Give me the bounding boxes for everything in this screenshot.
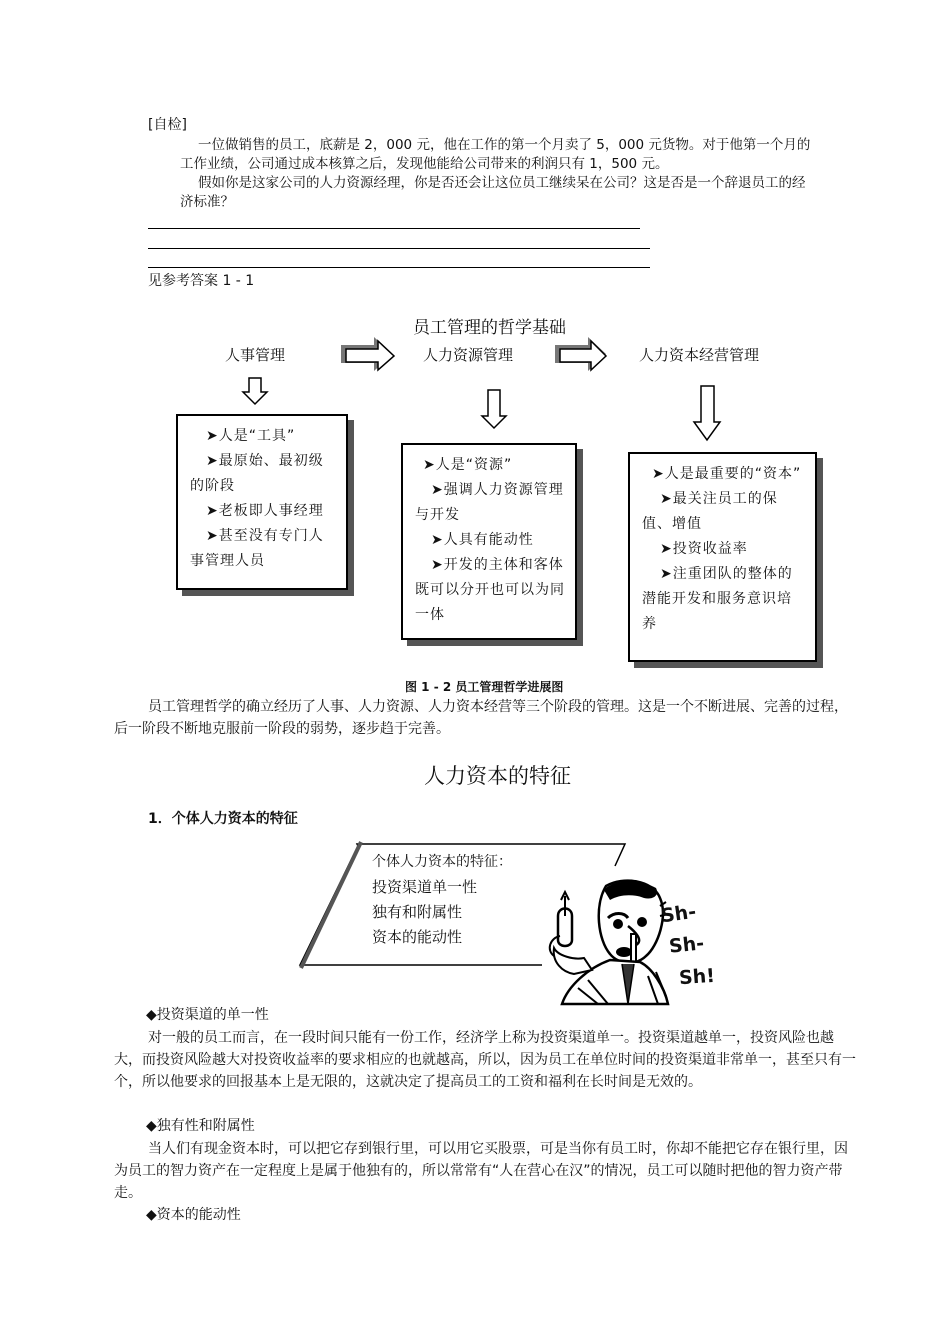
box2-item: ➤人是“资源” — [423, 457, 513, 473]
self-check-para1-line1: 一位做销售的员工，底薪是 2，000 元，他在工作的第一个月卖了 5，000 元货物。对于他第一个月的 — [198, 137, 811, 153]
figure-caption: 图 1 - 2 员工管理哲学进展图 — [405, 680, 564, 694]
box1-item: ➤最原始、最初级的阶段 — [190, 453, 324, 494]
stage-label-hr: 人力资源管理 — [423, 346, 514, 364]
self-check-para2-line1: 假如你是这家公司的人力资源经理，你是否还会让这位员工继续呆在公司？这是否是一个辞退员工的经 — [198, 175, 806, 191]
callout-item: 资本的能动性 — [372, 928, 463, 946]
box1-item: ➤老板即人事经理 — [206, 503, 324, 519]
bullet-heading: ◆资本的能动性 — [146, 1207, 241, 1223]
section-title: 人力资本的特征 — [424, 764, 571, 788]
self-check-para1-line2: 工作业绩，公司通过成本核算之后，发现他能给公司带来的利润只有 1，500 元。 — [180, 156, 669, 172]
box3-item: ➤人是最重要的“资本” — [652, 466, 802, 482]
box3-item: ➤投资收益率 — [660, 541, 748, 557]
cartoon-text: Sh- — [659, 900, 698, 928]
box3-item: ➤注重团队的整体的潜能开发和服务意识培养 — [642, 566, 793, 632]
callout-heading: 个体人力资本的特征： — [372, 854, 512, 870]
callout-item: 独有和附属性 — [372, 903, 463, 921]
self-check-para2-line2: 济标准？ — [180, 194, 234, 210]
box2-item: ➤人具有能动性 — [431, 532, 534, 548]
body-paragraph: 对一般的员工而言，在一段时间只能有一份工作，经济学上称为投资渠道单一。投资渠道越单一，投资风险也越大，而投资风险越大对投资收益率的要求相应的也就越高，所以，因为员工在单位时间的投资渠道非常单一，甚至只有一个，所以他要求的回报基本上是无限的，这就决定了提高员工的工资和福利在长时间是无效的。 — [114, 1030, 856, 1090]
diagram-title: 员工管理的哲学基础 — [413, 318, 566, 338]
bullet-heading: ◆独有性和附属性 — [146, 1118, 255, 1134]
cartoon-text: Sh! — [678, 964, 716, 990]
box3-item: ➤最关注员工的保值、增值 — [642, 491, 778, 532]
box1-item: ➤甚至没有专门人事管理人员 — [190, 528, 324, 569]
stage-label-human-capital: 人力资本经营管理 — [639, 346, 760, 364]
body-paragraph: 当人们有现金资本时，可以把它存到银行里，可以用它买股票，可是当你有员工时，你却不能把它存在银行里，因为员工的智力资产在一定程度上是属于他独有的，所以常常有“人在营心在汉”的情况，员工可以随时把他的智力资产带走。 — [114, 1141, 848, 1201]
self-check-label: [自检] — [148, 117, 187, 133]
reference-answer: 见参考答案 1 - 1 — [148, 273, 255, 289]
callout-item: 投资渠道单一性 — [372, 878, 478, 896]
cartoon-text: Sh- — [667, 932, 706, 958]
section-subtitle: 1．个体人力资本的特征 — [148, 811, 298, 827]
stage-label-personnel: 人事管理 — [225, 346, 286, 364]
bullet-heading: ◆投资渠道的单一性 — [146, 1007, 269, 1023]
box2-item: ➤强调人力资源管理与开发 — [415, 482, 564, 523]
summary-paragraph: 员工管理哲学的确立经历了人事、人力资源、人力资本经营等三个阶段的管理。这是一个不断进展、完善的过程，后一阶段不断地克服前一阶段的弱势，逐步趋于完善。 — [114, 699, 848, 737]
box2-item: ➤开发的主体和客体既可以分开也可以为同一体 — [415, 557, 565, 623]
box1-item: ➤人是“工具” — [206, 428, 296, 444]
